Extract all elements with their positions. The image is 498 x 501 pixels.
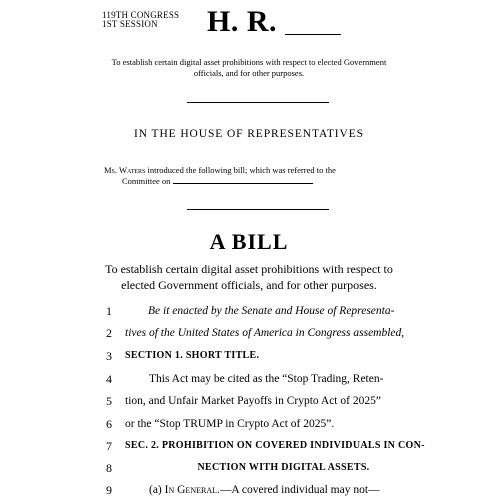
purpose-short bbox=[0, 57, 498, 79]
bill-line bbox=[0, 435, 498, 457]
line-number: 3 bbox=[106, 349, 112, 363]
committee-blank bbox=[173, 176, 313, 184]
sponsor-name: Ms. Waters bbox=[104, 165, 146, 175]
introduction-text bbox=[104, 165, 394, 187]
section-heading: NECTION WITH DIGITAL ASSETS. bbox=[197, 462, 370, 473]
purpose-main bbox=[0, 261, 498, 293]
bill-line bbox=[0, 368, 498, 390]
introduction bbox=[0, 165, 498, 187]
chamber-heading: IN THE HOUSE OF REPRESENTATIVES bbox=[134, 128, 364, 140]
bill-line bbox=[0, 457, 498, 479]
line-number: 6 bbox=[106, 417, 112, 431]
bill-line bbox=[0, 345, 498, 367]
line-number: 5 bbox=[106, 394, 112, 408]
introduction-text-b: Committee on bbox=[122, 176, 171, 186]
bill-line bbox=[0, 390, 498, 412]
divider-bottom bbox=[187, 209, 329, 210]
line-text: or the “Stop TRUMP in Crypto Act of 2025”. bbox=[125, 418, 335, 430]
purpose-main-text: To establish certain digital asset prohibitions with respect to elected Government officials, and for other purposes. bbox=[105, 262, 393, 292]
bill-number: H. R. bbox=[207, 5, 277, 38]
bill-line bbox=[0, 413, 498, 435]
bill-number-blank bbox=[285, 34, 341, 35]
section-heading: SECTION 1. SHORT TITLE. bbox=[125, 350, 260, 361]
line-text: This Act may be cited as the “Stop Trading, Reten- bbox=[149, 373, 384, 385]
bill-heading: A BILL bbox=[209, 229, 289, 254]
line-number: 8 bbox=[106, 461, 112, 475]
session-label: 1ST SESSION bbox=[102, 19, 158, 29]
section-heading: SEC. 2. PROHIBITION ON COVERED INDIVIDUALS IN CON- bbox=[125, 440, 425, 451]
bill-line bbox=[0, 322, 498, 344]
bill-line bbox=[0, 300, 498, 322]
line-text: tion, and Unfair Market Payoffs in Crypto Act of 2025” bbox=[125, 395, 381, 407]
line-number: 1 bbox=[106, 304, 112, 318]
subsection-text: .—A covered individual may not— bbox=[216, 484, 380, 496]
congress-session-label bbox=[102, 11, 179, 29]
line-number: 2 bbox=[106, 326, 112, 340]
line-number: 7 bbox=[106, 439, 112, 453]
line-number: 4 bbox=[106, 372, 112, 386]
line-text: tives of the United States of America in Congress assembled, bbox=[125, 327, 405, 339]
line-number: 9 bbox=[106, 483, 112, 497]
congress-label: 119TH CONGRESS bbox=[102, 10, 180, 20]
subsection-heading: In General bbox=[164, 484, 217, 496]
purpose-short-text: To establish certain digital asset prohibitions with respect to elected Government officials, and for other purposes. bbox=[111, 57, 387, 78]
divider-top bbox=[187, 102, 329, 103]
subsection-label: (a) bbox=[149, 484, 165, 496]
line-text: Be it enacted by the Senate and House of Representa- bbox=[148, 305, 395, 317]
introduction-text-a: introduced the following bill; which was referred to the bbox=[145, 165, 336, 175]
